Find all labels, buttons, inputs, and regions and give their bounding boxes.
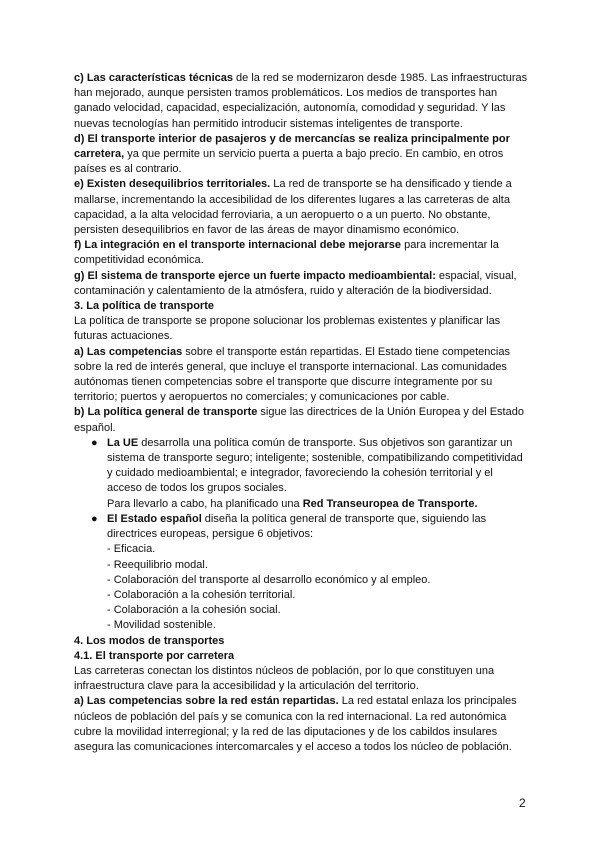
bullet-ue-plan: [107, 497, 530, 512]
section-3-paragraph-a: [74, 345, 530, 406]
section-3-paragraph-b: [74, 405, 530, 435]
paragraph-d-text: ya que permite un servicio puerta a puerta a bajo precio. En cambio, en otros países es al contrario.: [74, 148, 504, 176]
objective-item: - Reequilibrio modal.: [107, 558, 208, 571]
section-3-a-text: sobre el transporte están repartidas. El Estado tiene competencias sobre la red de interés general, que incluye el transporte internacional. Las comunidades autónomas tienen competencias sobre el transporte que discurre íntegramente por su territorio; puertos y aeropuertos no comerciales; y comunicaciones por cable.: [74, 345, 510, 404]
paragraph-d-title: d) El transporte interior de pasajeros y de mercancías se realiza principalmente por carretera,: [74, 132, 510, 161]
paragraph-g-title: g) El sistema de transporte ejerce un fuerte impacto medioambiental:: [74, 269, 436, 282]
bullet-ue-plan-text: Para llevarlo a cabo, ha planificado una: [107, 497, 303, 510]
section-3-heading-text: 3. La política de transporte: [74, 300, 214, 313]
paragraph-c-title: c) Las características técnicas: [74, 72, 233, 84]
policy-bullet-list: [74, 436, 530, 542]
paragraph-c: [74, 71, 530, 132]
paragraph-g-text: espacial, visual, contaminación y calentamiento de la atmósfera, ruido y alteración de la biodiversidad.: [74, 269, 517, 297]
section-4-a-title: a) Las competencias sobre la red están repartidas.: [74, 695, 339, 708]
objectives-list: [74, 542, 530, 633]
page-content: [74, 71, 530, 755]
section-4-paragraph-a: [74, 694, 530, 755]
objective-item: - Eficacia.: [107, 543, 156, 556]
bullet-ue-text: desarrolla una política común de transporte. Sus objetivos son garantizar un sistema de transporte seguro; inteligente; sostenible, compatibilizando competitividad y cuidado medioambiental; e integrador, favoreciendo la cohesión territorial y el acceso de todos los grupos sociales.: [107, 436, 523, 495]
section-3-intro: La política de transporte se propone solucionar los problemas existentes y planificar las futuras actuaciones.: [74, 315, 501, 343]
section-3-a-title: a) Las competencias: [74, 345, 183, 358]
objective-item: - Colaboración a la cohesión territorial.: [107, 588, 296, 601]
bullet-ue: [74, 436, 530, 512]
paragraph-e-title: e) Existen desequilibrios territoriales.: [74, 178, 271, 191]
paragraph-f-title: f) La integración en el transporte internacional debe mejorarse: [74, 239, 402, 252]
objective-item: - Movilidad sostenible.: [107, 619, 216, 632]
paragraph-e: [74, 177, 530, 238]
paragraph-c-text: de la red se modernizaron desde 1985. Las infraestructuras han mejorado, aunque persisten tramos problemáticos. Los medios de transportes han ganado velocidad, capacidad, especialización, autonomía, comodidad y seguridad. Y las nuevas tecnologías han permitido introducir sistemas inteligentes de transporte.: [74, 72, 528, 130]
bullet-estado-text: diseña la política general de transporte que, siguiendo las directrices europeas, persigue 6 objetivos:: [107, 512, 487, 541]
paragraph-f-text: para incrementar la competitividad económica.: [74, 239, 499, 267]
section-4-intro: Las carreteras conectan los distintos núcleos de población, por lo que constituyen una infraestructura clave para la accesibilidad y la articulación del territorio.: [74, 664, 495, 693]
paragraph-d: [74, 132, 530, 178]
paragraph-g: [74, 269, 530, 299]
objective-item: - Colaboración del transporte al desarrollo económico y al empleo.: [107, 573, 431, 586]
bullet-icon: ●: [91, 512, 98, 525]
bullet-icon: ●: [91, 436, 98, 449]
bullet-ue-title: La UE: [107, 436, 139, 449]
section-3-b-title: b) La política general de transporte: [74, 406, 258, 419]
section-4-heading-text: 4. Los modos de transportes: [74, 634, 225, 647]
bullet-estado: [74, 512, 530, 542]
section-3-heading: [74, 299, 530, 314]
section-3-b-text: sigue las directrices de la Unión Europea y del Estado español.: [74, 406, 524, 434]
section-4-heading: [74, 634, 530, 649]
objective-item: - Colaboración a la cohesión social.: [107, 604, 281, 617]
paragraph-e-text: La red de transporte se ha densificado y tiende a mallarse, incrementando la accesibilidad de los diferentes lugares a las carreteras de alta capacidad, a la alta velocidad ferroviaria, a un aeropuerto o a un puerto. No obstante, persisten desequilibrios en favor de las áreas de mayor dinamismo económico.: [74, 178, 512, 237]
bullet-estado-title: El Estado español: [107, 512, 202, 525]
page-number: 2: [519, 796, 526, 810]
section-4-1-heading: [74, 649, 530, 664]
section-4-a-text: La red estatal enlaza los principales núcleos de población del país y se comunica con la red internacional. La red autonómica cubre la movilidad interregional; y la red de las diputaciones y de los cabildos insulares asegura las comunicaciones intercomarcales y el acceso a todos los núcleo de población.: [74, 695, 517, 753]
section-4-1-heading-text: 4.1. El transporte por carretera: [74, 649, 235, 662]
bullet-ue-plan-title: Red Transeuropea de Transporte.: [302, 497, 478, 510]
paragraph-f: [74, 238, 530, 268]
